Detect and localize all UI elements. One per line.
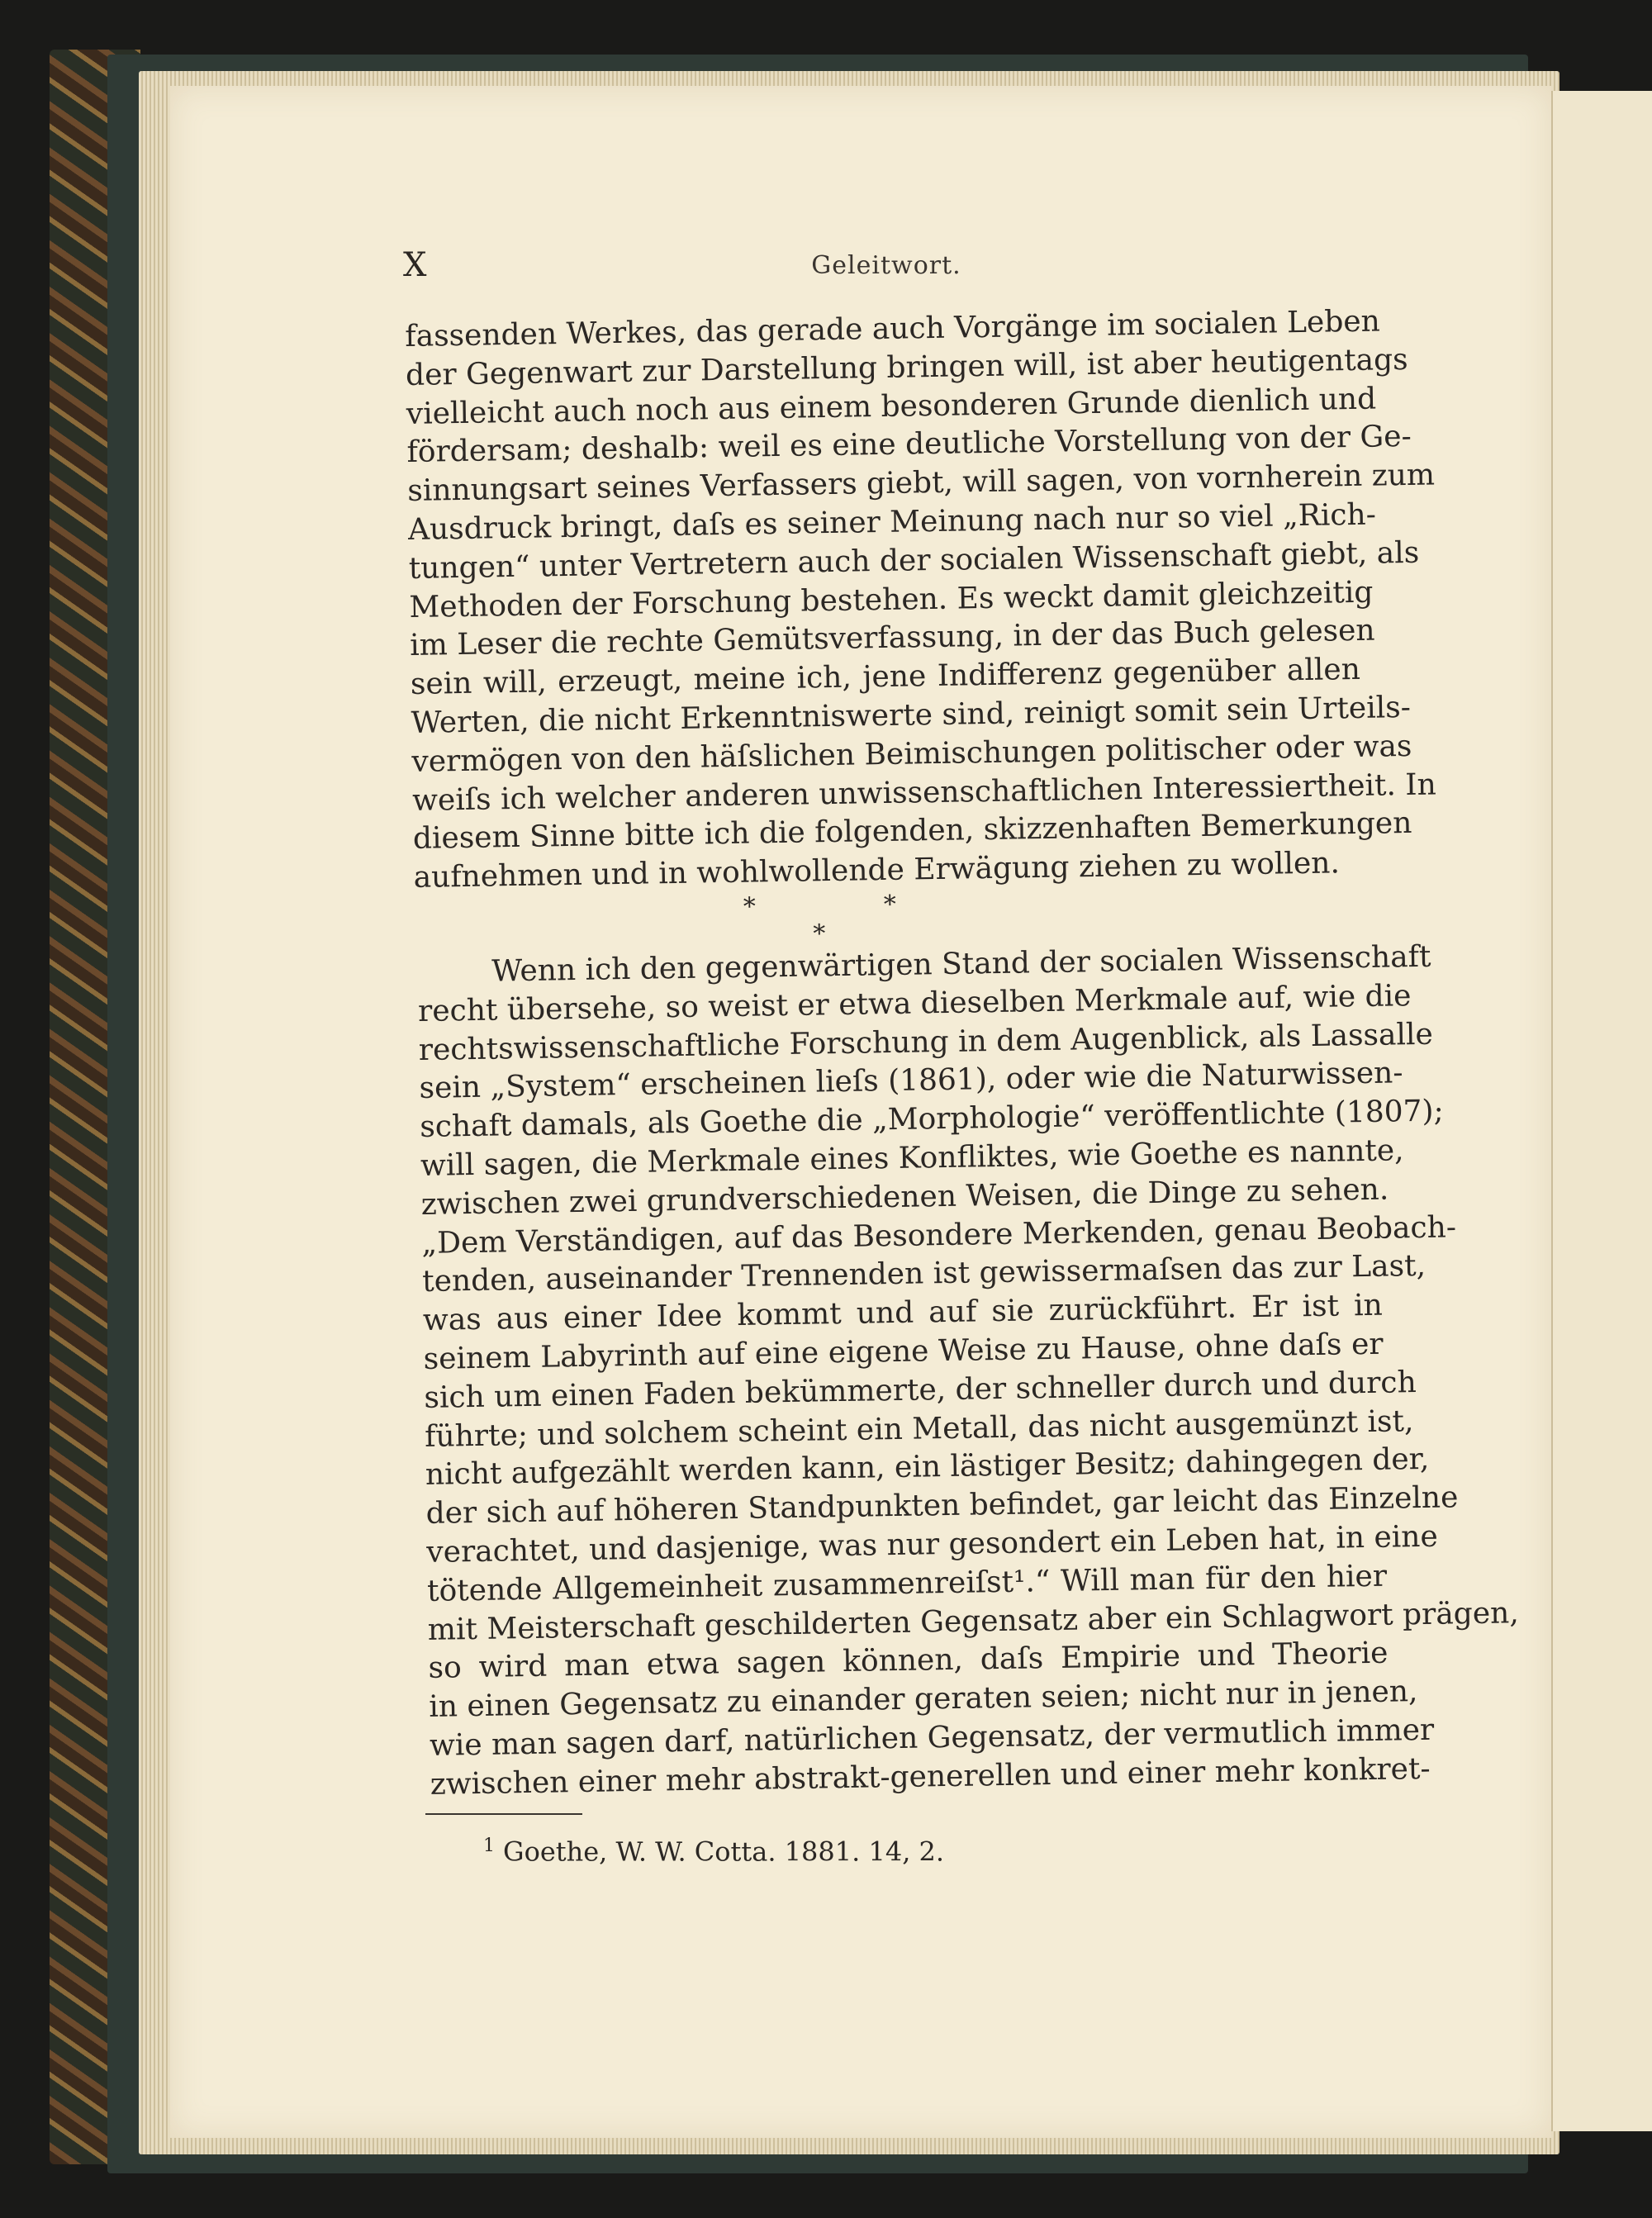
text-line: zwischen zwei grundverschiedenen Weisen, die Dinge zu sehen. bbox=[420, 1172, 1389, 1222]
text-line: im Leser die rechte Gemütsverfassung, in der das Buch gelesen bbox=[409, 613, 1375, 663]
footnote bbox=[483, 1836, 944, 1868]
text-line: so wird man etwa sagen können, daſs Empirie und Theorie bbox=[428, 1636, 1389, 1686]
footnote-text: Goethe, W. W. Cotta. 1881. 14, 2. bbox=[503, 1836, 945, 1868]
footnote-rule bbox=[425, 1813, 582, 1815]
text-line: in einen Gegensatz zu einander geraten seien; nicht nur in jenen, bbox=[428, 1674, 1418, 1725]
text-line: tenden, auseinander Trennenden ist gewissermaſsen das zur Last, bbox=[421, 1249, 1427, 1299]
text-line: tungen“ unter Vertretern auch der socialen Wissenschaft giebt, als bbox=[408, 535, 1420, 586]
asterisk: * bbox=[883, 890, 897, 919]
section-separator bbox=[743, 888, 1009, 949]
text-line: verachtet, und dasjenige, was nur gesondert ein Leben hat, in eine bbox=[426, 1519, 1439, 1570]
text-line: führte; und solchem scheint ein Metall, das nicht ausgemünzt ist, bbox=[424, 1403, 1414, 1454]
text-line: nicht aufgezählt werden kann, ein lästiger Besitz; dahingegen der, bbox=[425, 1442, 1430, 1493]
asterisk: * bbox=[813, 919, 826, 949]
text-line: sich um einen Faden bekümmerte, der schneller durch und durch bbox=[424, 1365, 1417, 1415]
text-line: seinem Labyrinth auf eine eigene Weise zu Hause, ohne daſs er bbox=[423, 1327, 1384, 1376]
running-head bbox=[403, 246, 1370, 296]
page-number: X bbox=[403, 246, 427, 284]
asterisk: * bbox=[743, 892, 757, 922]
text-line: mit Meisterschaft geschilderten Gegensatz aber ein Schlagwort prägen, bbox=[427, 1595, 1520, 1647]
text-line: sein „System“ erscheinen lieſs (1861), oder wie die Naturwissen- bbox=[419, 1056, 1403, 1106]
text-line: Wenn ich den gegenwärtigen Stand der socialen Wissenschaft bbox=[491, 939, 1431, 989]
text-line: schaft damals, als Goethe die „Morphologie“ veröffentlichte (1807); bbox=[419, 1094, 1444, 1145]
text-line: Methoden der Forschung bestehen. Es weckt damit gleichzeitig bbox=[409, 575, 1374, 625]
text-line: aufnehmen und in wohlwollende Erwägung ziehen zu wollen. bbox=[413, 846, 1341, 895]
text-line: recht übersehe, so weist er etwa dieselben Merkmale auf, wie die bbox=[417, 978, 1412, 1028]
footnote-mark: 1 bbox=[483, 1836, 495, 1856]
running-title: Geleitwort. bbox=[811, 251, 961, 280]
paragraph-1 bbox=[405, 303, 1437, 898]
text-line: vermögen von den häſslichen Beimischungen politischer oder was bbox=[411, 729, 1412, 779]
text-line: fassenden Werkes, das gerade auch Vorgänge im socialen Leben bbox=[405, 304, 1381, 354]
text-line: Ausdruck bringt, daſs es seiner Meinung nach nur so viel „Rich- bbox=[407, 497, 1377, 547]
text-line: wie man sagen darf, natürlichen Gegensatz, der vermutlich immer bbox=[429, 1712, 1435, 1763]
text-line: Werten, die nicht Erkenntniswerte sind, reinigt somit sein Urteils- bbox=[411, 690, 1412, 740]
text-line: „Dem Verständigen, auf das Besondere Merkenden, genau Beobach- bbox=[421, 1209, 1457, 1261]
text-line: rechtswissenschaftliche Forschung in dem Augenblick, als Lassalle bbox=[418, 1017, 1434, 1067]
text-line: fördersam; deshalb: weil es eine deutliche Vorstellung von der Ge- bbox=[406, 420, 1412, 470]
next-page-edge bbox=[1551, 91, 1652, 2131]
text-line: weiſs ich welcher anderen unwissenschaftlichen Interessiertheit. In bbox=[411, 767, 1437, 818]
text-line: der sich auf höheren Standpunkten befindet, gar leicht das Einzelne bbox=[425, 1480, 1459, 1532]
text-line: der Gegenwart zur Darstellung bringen will, ist aber heutigentags bbox=[405, 342, 1408, 392]
text-line: tötende Allgemeinheit zusammenreiſst¹.“ Will man für den hier bbox=[426, 1559, 1388, 1608]
text-line: zwischen einer mehr abstrakt-generellen und einer mehr konkret- bbox=[430, 1751, 1431, 1802]
text-line: sinnungsart seines Verfassers giebt, will sagen, von vornherein zum bbox=[406, 458, 1436, 509]
text-line: vielleicht auch noch aus einem besonderen Grunde dienlich und bbox=[406, 382, 1377, 431]
text-line: sein will, erzeugt, meine ich, jene Indifferenz gegenüber allen bbox=[410, 653, 1361, 702]
text-line: will sagen, die Merkmale eines Konfliktes, wie Goethe es nannte, bbox=[420, 1133, 1404, 1183]
text-line: diesem Sinne bitte ich die folgenden, skizzenhaften Bemerkungen bbox=[412, 806, 1412, 857]
paragraph-2 bbox=[417, 939, 1520, 1805]
text-line: was aus einer Idee kommt und auf sie zurückführt. Er ist in bbox=[422, 1288, 1384, 1338]
